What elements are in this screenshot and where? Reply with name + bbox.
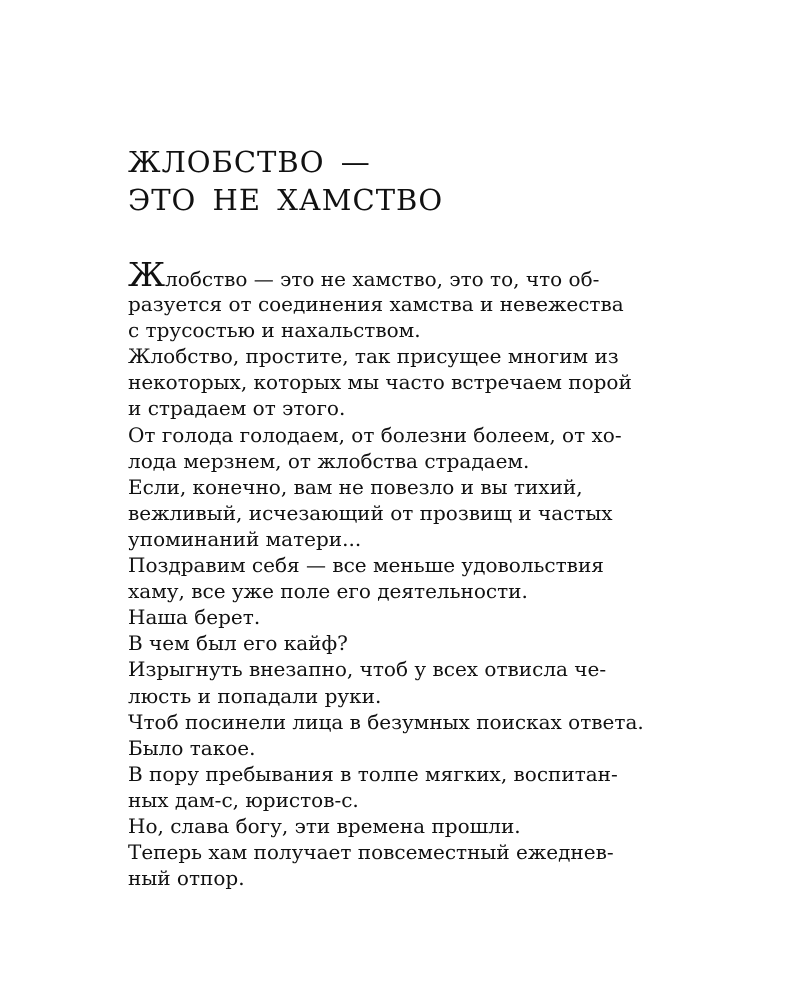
body-lines <box>128 291 660 891</box>
first-line <box>128 255 660 294</box>
text-line: В чем был его кайф? <box>128 631 348 656</box>
text-line: с трусостью и нахальством. <box>128 318 421 343</box>
text-line: Было такое. <box>128 735 256 760</box>
chapter-title <box>128 143 443 219</box>
text-line: Изрыгнуть внезапно, чтоб у всех отвисла че- <box>128 657 607 682</box>
text-line: вежливый, исчезающий от прозвищ и частых <box>128 500 613 525</box>
first-line-text: лобство — это не хамство, это то, что об- <box>165 267 600 291</box>
text-line: Но, слава богу, эти времена прошли. <box>128 813 521 838</box>
text-line: Жлобство, простите, так присущее многим из <box>128 344 619 369</box>
text-line: разуется от соединения хамства и невежества <box>128 292 624 317</box>
text-line: люсть и попадали руки. <box>128 683 382 708</box>
drop-cap: Ж <box>128 255 166 294</box>
text-line: хаму, все уже поле его деятельности. <box>128 579 528 604</box>
text-line: ных дам-с, юристов-с. <box>128 787 359 812</box>
chapter-body <box>128 255 660 891</box>
chapter-title-line-2: ЭТО НЕ ХАМСТВО <box>128 183 444 217</box>
text-line: Если, конечно, вам не повезло и вы тихий, <box>128 474 583 499</box>
text-line: Поздравим себя — все меньше удовольствия <box>128 553 604 578</box>
drop-cap-word <box>128 255 166 294</box>
text-line: некоторых, которых мы часто встречаем порой <box>128 370 632 395</box>
text-line: От голода голодаем, от болезни болеем, от хо- <box>128 422 622 447</box>
text-line: и страдаем от этого. <box>128 396 346 421</box>
text-line: В пору пребывания в толпе мягких, воспитан- <box>128 761 618 786</box>
text-line: Чтоб посинели лица в безумных поисках ответа. <box>128 709 644 734</box>
text-line: ный отпор. <box>128 866 245 891</box>
text-line: Наша берет. <box>128 605 261 630</box>
chapter-title-line-1: ЖЛОБСТВО — <box>128 145 371 179</box>
text-line: лода мерзнем, от жлобства страдаем. <box>128 448 530 473</box>
text-line: упоминаний матери... <box>128 526 362 551</box>
text-line: Теперь хам получает повсеместный ежеднев- <box>128 840 614 865</box>
